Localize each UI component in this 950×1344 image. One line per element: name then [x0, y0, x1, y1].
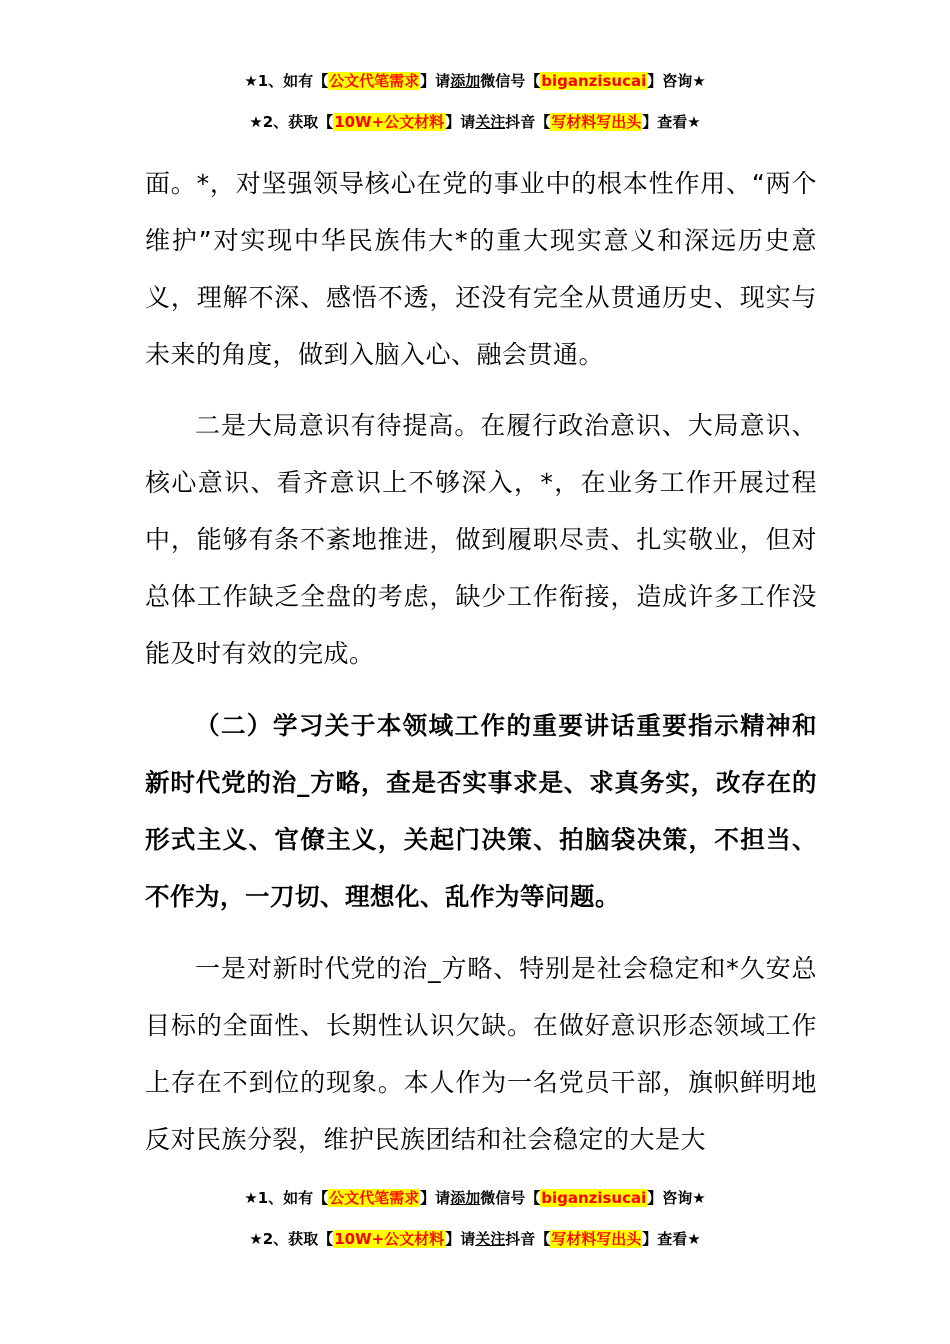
banner-line-2 [0, 1228, 950, 1250]
highlight-douyin: 写材料写出头 [551, 113, 642, 131]
banner-text: 抖音【 [505, 113, 551, 131]
banner-text: ★2、获取【 [249, 113, 334, 131]
paragraph-continuation [145, 155, 817, 383]
banner-text: 】咨询★ [647, 1189, 706, 1207]
banner-text: 抖音【 [505, 1230, 551, 1248]
banner-line-2 [0, 111, 950, 133]
paragraph-text: 二是大局意识有待提高。在履行政治意识、大局意识、核心意识、看齐意识上不够深入，*，在业务工作开展过程中，能够有条不紊地推进，做到履职尽责、扎实敬业，但对总体工作缺乏全盘的考虑，缺少工作衔接，造成许多工作没能及时有效的完成。 [145, 411, 817, 668]
banner-text: ★1、如有【 [244, 1189, 329, 1207]
highlight-wechat-id: biganzisucai [541, 1189, 647, 1207]
banner-underlined-text: 关注 [475, 1230, 506, 1248]
paragraph-text: 面。*，对坚强领导核心在党的事业中的根本性作用、“两个维护”对实现中华民族伟大*的重大现实意义和深远历史意义，理解不深、感悟不透，还没有完全从贯通历史、现实与未来的角度，做到入脑入心、融会贯通。 [145, 169, 817, 369]
banner-line-1 [0, 70, 950, 92]
banner-text: ★2、获取【 [249, 1230, 334, 1248]
banner-text: 】查看★ [642, 1230, 701, 1248]
banner-underlined-text: 添加 [450, 1189, 481, 1207]
banner-text: 微信号【 [480, 1189, 541, 1207]
paragraph-overall-awareness [145, 397, 817, 682]
banner-text: ★1、如有【 [244, 72, 329, 90]
banner-text: 】查看★ [642, 113, 701, 131]
footer-banner [0, 1187, 950, 1269]
banner-text: 】请 [445, 113, 476, 131]
highlight-materials: 10W+公文材料 [334, 1230, 445, 1248]
banner-text: 】请 [420, 1189, 451, 1207]
banner-text: 】请 [445, 1230, 476, 1248]
banner-underlined-text: 关注 [475, 113, 506, 131]
highlight-materials: 10W+公文材料 [334, 113, 445, 131]
banner-text: 】咨询★ [647, 72, 706, 90]
section-heading [145, 697, 817, 925]
header-banner [0, 70, 950, 152]
highlight-ghostwriting: 公文代笔需求 [329, 72, 420, 90]
highlight-douyin: 写材料写出头 [551, 1230, 642, 1248]
banner-text: 】请 [420, 72, 451, 90]
banner-line-1 [0, 1187, 950, 1209]
paragraph-text: 一是对新时代党的治_方略、特别是社会稳定和*久安总目标的全面性、长期性认识欠缺。在做好意识形态领域工作上存在不到位的现象。本人作为一名党员干部，旗帜鲜明地反对民族分裂，维护民族团结和社会稳定的大是大 [145, 954, 817, 1154]
highlight-ghostwriting: 公文代笔需求 [329, 1189, 420, 1207]
banner-text: 微信号【 [480, 72, 541, 90]
paragraph-governance [145, 940, 817, 1168]
highlight-wechat-id: biganzisucai [541, 72, 647, 90]
banner-underlined-text: 添加 [450, 72, 481, 90]
heading-text: （二）学习关于本领域工作的重要讲话重要指示精神和新时代党的治_方略，查是否实事求是、求真务实，改存在的形式主义、官僚主义，关起门决策、拍脑袋决策，不担当、不作为，一刀切、理想化、乱作为等问题。 [145, 711, 817, 911]
